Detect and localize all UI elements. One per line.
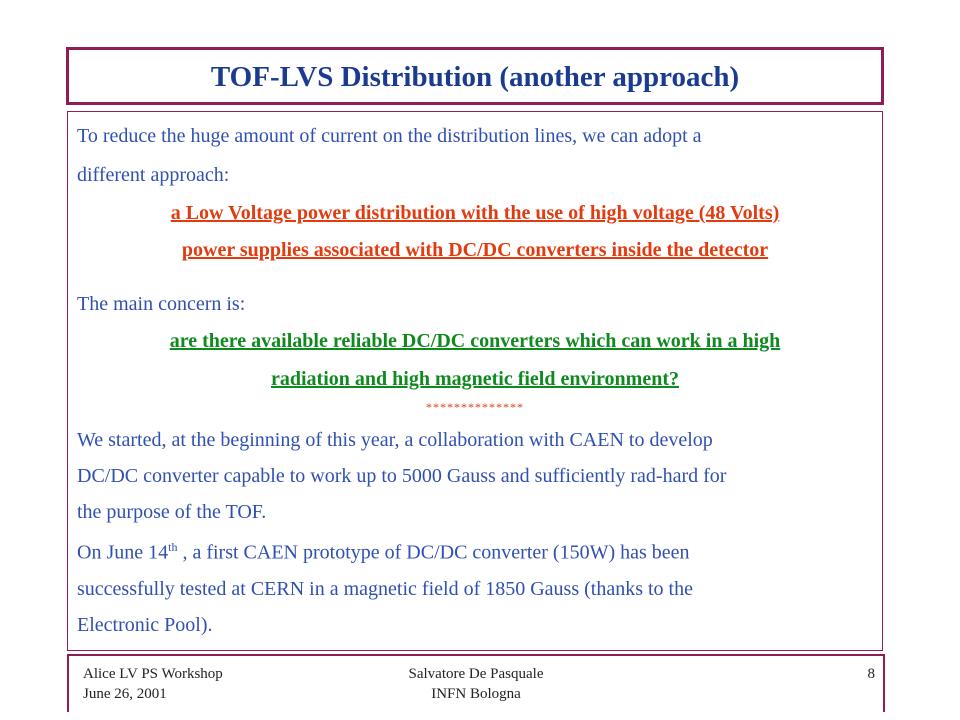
paragraph-3-line-2: DC/DC converter capable to work up to 5000 Gauss and sufficiently rad-hard for [77,465,727,487]
footer-institution: INFN Bologna [431,686,521,702]
footer-date: June 26, 2001 [83,686,167,702]
footer-author: Salvatore De Pasquale [408,666,544,682]
ordinal-suffix: th [168,540,178,554]
paragraph-2: The main concern is: [77,293,246,315]
highlight-red-line-1: a Low Voltage power distribution with the use of high voltage (48 Volts) [170,202,780,224]
paragraph-4-line-3: Electronic Pool). [77,614,213,636]
page-number: 8 [867,666,875,682]
footer-workshop: Alice LV PS Workshop [83,666,223,682]
paragraph-3-line-1: We started, at the beginning of this year, a collaboration with CAEN to develop [77,429,713,451]
paragraph-4-line-1-post: , a first CAEN prototype of DC/DC converter (150W) has been [177,541,690,564]
separator-stars: ************** [426,400,524,414]
footer-center [69,664,883,704]
paragraph-3-line-3: the purpose of the TOF. [77,501,267,523]
highlight-red-line-2: power supplies associated with DC/DC converters inside the detector [181,239,769,261]
paragraph-4-line-1 [77,540,690,565]
paragraph-4-line-1-pre: On June 14 [77,541,169,564]
content-box [67,111,883,651]
paragraph-4-line-2: successfully tested at CERN in a magnetic field of 1850 Gauss (thanks to the [77,578,693,600]
footer [67,654,885,712]
highlight-green-line-2: radiation and high magnetic field environment? [271,368,679,390]
title-box [66,47,884,105]
paragraph-1-line-1: To reduce the huge amount of current on the distribution lines, we can adopt a [77,125,702,147]
paragraph-1-line-2: different approach: [77,164,230,186]
slide-title: TOF-LVS Distribution (another approach) [210,61,740,93]
highlight-green-line-1: are there available reliable DC/DC converters which can work in a high [169,330,781,352]
